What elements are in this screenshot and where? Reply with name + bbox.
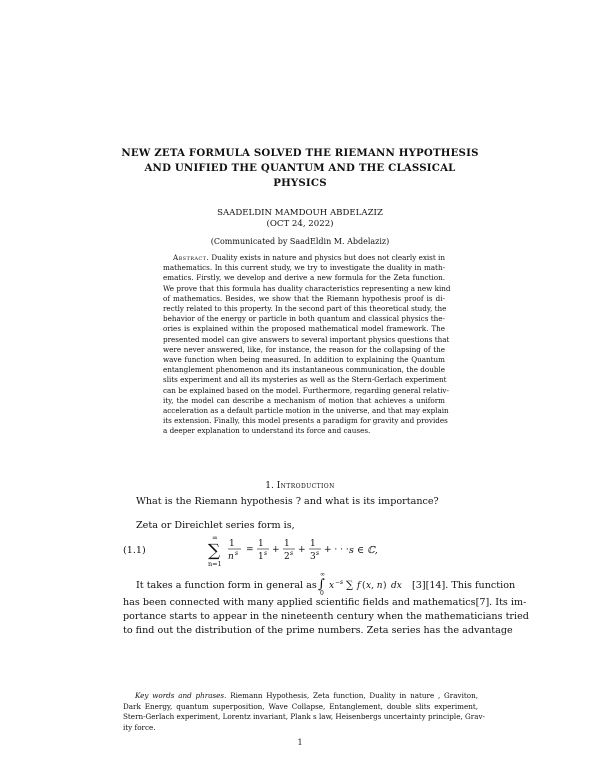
svg-text:s: s: [264, 550, 268, 557]
abstract-line: wave function when being measured. In addition to explaining the Quantum: [163, 355, 445, 365]
svg-text:f: f: [357, 581, 361, 591]
body-paragraph: [123, 596, 529, 638]
abstract-line: slits experiment and all its mysteries as well as the Stern-Gerlach experiment: [163, 375, 447, 385]
svg-text:−s: −s: [335, 579, 344, 586]
abstract-line: acceleration as a default particle motion in the universe, and that may explain: [163, 406, 449, 416]
section-title: Introduction: [276, 481, 335, 491]
integral-expression: [316, 570, 416, 596]
abstract-line: ematics. Firstly, we develop and derive a new formula for the Zeta function.: [163, 273, 445, 283]
abstract-line: Abstract. Duality exists in nature and physics but does not clearly exist in: [173, 253, 445, 262]
svg-text:3: 3: [310, 552, 316, 562]
footnote-line: ity force.: [123, 722, 156, 732]
equation-condition: s ∈ ℂ,: [349, 545, 378, 556]
footnote-label: Key words and phrases.: [135, 691, 227, 700]
svg-text:0: 0: [320, 590, 324, 596]
svg-text:∑: ∑: [346, 580, 354, 591]
abstract-line: behavior of the energy or particle in both quantum and classical physics the-: [163, 314, 445, 324]
sum-lower-limit: n=1: [208, 560, 222, 568]
body-line: portance starts to appear in the nineteenth century when the mathematicians tried: [123, 611, 529, 622]
abstract-line: mathematics. In this current study, we try to investigate the duality in math-: [163, 263, 445, 273]
date: (OCT 24, 2022): [266, 219, 334, 229]
author-name: SAADELDIN MAMDOUH ABDELAZIZ: [217, 208, 383, 218]
footnote-line: Stern-Gerlach experiment, Lorentz invariant, Plank s law, Heisenbergs uncertainty principle, Grav-: [123, 712, 485, 721]
svg-text:1: 1: [258, 539, 264, 549]
svg-text:1: 1: [310, 539, 316, 549]
body-line: has been connected with many applied scientific fields and mathematics[7]. Its im-: [123, 597, 527, 608]
abstract-label: Abstract.: [173, 253, 210, 262]
svg-text:∞: ∞: [320, 571, 325, 578]
communicated-by: (Communicated by SaadEldin M. Abdelaziz): [210, 237, 390, 246]
title-line: NEW ZETA FORMULA SOLVED THE RIEMANN HYPOTHESIS: [121, 147, 479, 159]
svg-text:∫: ∫: [318, 577, 325, 592]
svg-text:dx: dx: [391, 581, 402, 591]
abstract: [163, 253, 451, 437]
title-line: PHYSICS: [273, 177, 327, 189]
svg-text:=: =: [246, 545, 254, 555]
svg-text:s: s: [290, 550, 294, 557]
abstract-line: We prove that this formula has duality characteristics representing a new kind: [163, 283, 451, 293]
svg-text:s: s: [235, 550, 239, 557]
sum-upper-limit: ∞: [212, 534, 218, 542]
svg-text:2: 2: [284, 552, 290, 562]
equation-number: (1.1): [123, 545, 146, 556]
abstract-line: rectly related to this property. In the second part of this theoretical study, the: [163, 304, 447, 314]
question-text: What is the Riemann hypothesis ? and what is its importance?: [136, 496, 439, 507]
abstract-line: ories is explained within the proposed mathematical model framework. The: [163, 324, 445, 334]
footnote-line: Dark Energy, quantum superposition, Wave Collapse, Entanglement, double slits experiment,: [123, 701, 478, 711]
keywords-footnote: [123, 691, 485, 733]
body-line-end: [3][14]. This function: [412, 580, 516, 591]
abstract-line: entanglement phenomenon and its instantaneous communication, the double: [163, 365, 445, 375]
svg-text:n: n: [228, 552, 234, 562]
footnote-line: Key words and phrases. Riemann Hypothesis, Zeta function, Duality in nature , Graviton,: [135, 691, 478, 700]
svg-text:+: +: [272, 545, 280, 555]
paper-title: [90, 146, 510, 191]
zeta-intro-text: Zeta or Direichlet series form is,: [136, 520, 295, 531]
body-line-with-integral: It takes a function form in general as: [136, 580, 317, 591]
svg-text:1: 1: [258, 552, 264, 562]
svg-text:+ · · ·: + · · ·: [324, 545, 349, 555]
svg-text:s: s: [316, 550, 320, 557]
section-heading: [0, 481, 600, 491]
abstract-line: presented model can give answers to several important physics questions that: [163, 334, 450, 344]
abstract-line: were never answered, like, for instance, the reason for the collapsing of the: [163, 344, 445, 354]
svg-text:x: x: [329, 581, 335, 591]
sum-symbol: ∑: [208, 541, 221, 561]
abstract-line: ity, the model can describe a mechanism of motion that achieves a uniform: [163, 395, 445, 405]
svg-text:x, n: x, n: [366, 581, 383, 591]
svg-text:1: 1: [229, 539, 235, 549]
abstract-line: can be explained based on the model. Furthermore, regarding general relativ-: [163, 385, 449, 395]
abstract-line: of mathematics. Besides, we show that the Riemann hypothesis proof is di-: [163, 293, 445, 303]
abstract-line: a deeper explanation to understand its force and causes.: [163, 426, 371, 436]
title-line: AND UNIFIED THE QUANTUM AND THE CLASSICAL: [144, 162, 456, 174]
svg-text:1: 1: [284, 539, 290, 549]
svg-text:): ): [383, 581, 387, 591]
zeta-series-equation: [208, 532, 408, 572]
svg-text:(: (: [362, 581, 366, 591]
section-number: 1.: [265, 481, 274, 491]
body-line: to find out the distribution of the prime numbers. Zeta series has the advantage: [123, 625, 513, 636]
page-number: 1: [297, 738, 303, 747]
svg-text:+: +: [298, 545, 306, 555]
abstract-line: its extension. Finally, this model presents a paradigm for gravity and provides: [163, 416, 448, 426]
